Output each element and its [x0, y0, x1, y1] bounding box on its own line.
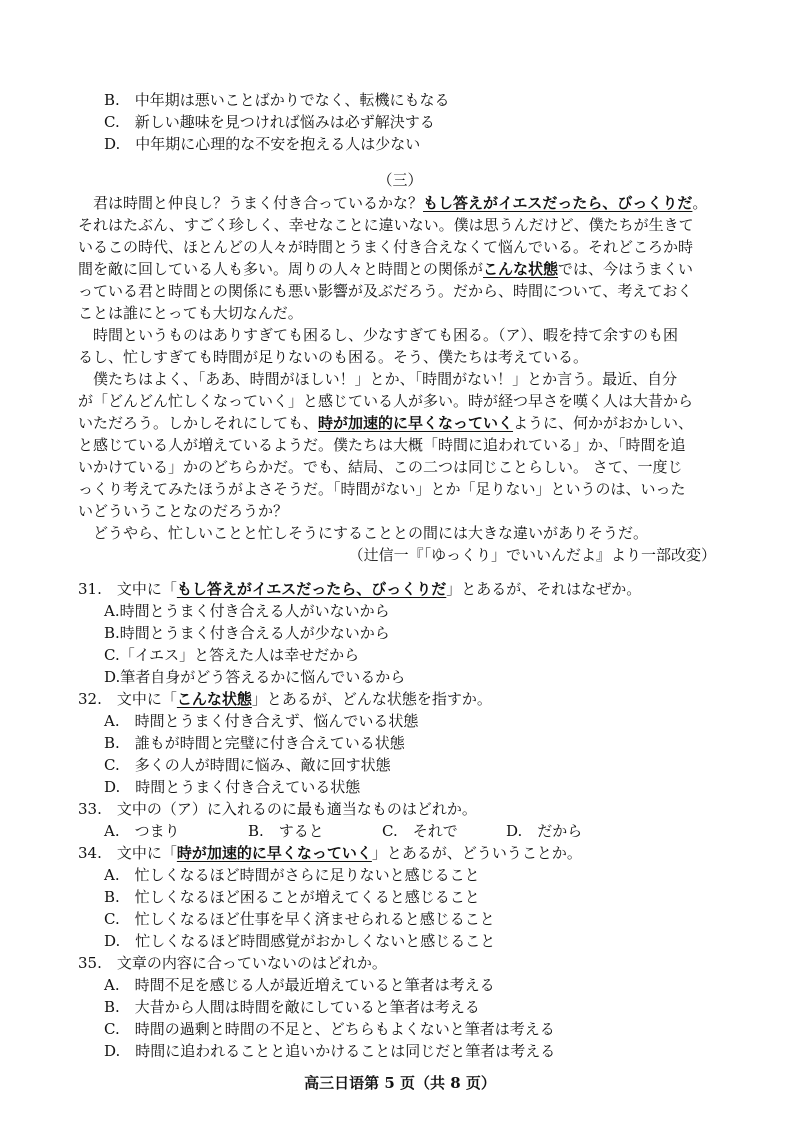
q33-option-a: A. つまり: [104, 822, 180, 840]
passage-source: （辻信一『「ゆっくり」でいいんだよ』より一部改変）: [348, 546, 716, 564]
passage-text: 間を敵に回している人も多い。周りの人々と時間との関係が: [78, 260, 484, 278]
q35-option-c: C. 時間の過剰と時間の不足と、どちらもよくないと筆者は考える: [104, 1020, 555, 1038]
q34-option-a: A. 忙しくなるほど時間がさらに足りないと感じること: [104, 866, 480, 884]
question-text: 32. 文中に「: [78, 690, 177, 708]
passage-line: が「どんどん忙しくなっていく」と感じている人が多い。時が経つ早さを嘆く人は大昔から: [78, 392, 694, 410]
q34-option-d: D. 忙しくなるほど時間感覚がおかしくないと感じること: [104, 932, 496, 950]
passage-line: っている君と時間との関係にも悪い影響が及ぶだろう。だから、時間について、考えておく: [78, 282, 693, 300]
passage-line: [78, 259, 726, 279]
q31-option-a: A.時間とうまく付き合える人がいないから: [104, 602, 390, 620]
question-text: 」とあるが、それはなぜか。: [446, 580, 642, 598]
q31-option-b: B.時間とうまく付き合える人が少ないから: [104, 624, 390, 642]
question-text: 」とあるが、どういうことか。: [371, 844, 582, 862]
underline-phrase-3: 時が加速的に早くなっていく: [318, 414, 514, 432]
passage-text: ように、何かがおかしい、: [513, 414, 694, 432]
question-35: 35. 文章の内容に合っていないのはどれか。: [78, 954, 387, 972]
passage-line: [78, 193, 726, 213]
passage-line: いかけている」かのどちらかだ。でも、結局、この二つは同じことらしい。 さて、一度じ: [78, 458, 683, 476]
q35-option-d: D. 時間に追われることと追いかけることは同じだと筆者は考える: [104, 1042, 556, 1060]
question-underline: こんな状態: [176, 690, 252, 708]
q33-option-c: C. それで: [382, 822, 458, 840]
q33-option-b: B. すると: [248, 822, 324, 840]
passage-line: ことは誰にとっても大切なんだ。: [78, 304, 303, 322]
q35-option-b: B. 大昔から人間は時間を敵にしていると筆者は考える: [104, 998, 480, 1016]
passage-line: どうやら、忙しいことと忙しそうにすることとの間には大きな違いがありそうだ。: [78, 524, 649, 542]
q31-option-c: C.「イエス」と答えた人は幸せだから: [104, 646, 360, 664]
passage-text: いただろう。しかしそれにしても、: [78, 414, 319, 432]
q33-option-d: D. だから: [506, 822, 583, 840]
section-title: （三）: [377, 171, 423, 189]
q34-option-c: C. 忙しくなるほど仕事を早く済ませられると感じること: [104, 910, 495, 928]
prev-option-d: D. 中年期に心理的な不安を抱える人は少ない: [104, 135, 421, 153]
question-text: 31. 文中に「: [78, 580, 177, 598]
q35-option-a: A. 時間不足を感じる人が最近増えていると筆者は考える: [104, 976, 495, 994]
question-text: 34. 文中に「: [78, 844, 177, 862]
question-31: [78, 579, 641, 599]
passage-text: 君は時間と仲良し？うまく付き合っているかな？: [78, 194, 424, 212]
question-underline: もし答えがイエスだったら、びっくりだ: [176, 580, 447, 598]
prev-option-c: C. 新しい趣味を見つければ悩みは必ず解決する: [104, 113, 435, 131]
passage-line: それはたぶん、すごく珍しく、幸せなことに違いない。僕は思うんだけど、僕たちが生きて: [78, 216, 694, 234]
question-underline: 時が加速的に早くなっていく: [176, 844, 372, 862]
q32-option-c: C. 多くの人が時間に悩み、敵に回す状態: [104, 756, 391, 774]
passage-line: 僕たちはよく、「ああ、時間がほしい！」とか、「時間がない！」とか言う。最近、自分: [78, 370, 678, 388]
question-32: [78, 689, 492, 709]
passage-line: っくり考えてみたほうがよさそうだ。「時間がない」とか「足りない」というのは、いった: [78, 480, 686, 498]
passage-line: [78, 413, 726, 433]
passage-line: と感じている人が増えているようだ。僕たちは大概「時間に追われている」か、「時間を追: [78, 436, 686, 454]
question-text: 」とあるが、どんな状態を指すか。: [251, 690, 492, 708]
prev-option-b: B. 中年期は悪いことばかりでなく、転機にもなる: [104, 91, 450, 109]
q32-option-b: B. 誰もが時間と完璧に付き合えている状態: [104, 734, 405, 752]
passage-line: いどういうことなのだろうか？: [78, 502, 289, 520]
underline-phrase-1: もし答えがイエスだったら、びっくりだ: [423, 194, 693, 212]
passage-line: いるこの時代、ほとんどの人々が時間とうまく付き合えなくて悩んでいる。それどころか時: [78, 238, 694, 256]
q32-option-d: D. 時間とうまく付き合えている状態: [104, 778, 361, 796]
question-34: [78, 843, 582, 863]
underline-phrase-2: こんな状態: [483, 260, 559, 278]
question-33: 33. 文中の（ア）に入れるのに最も適当なものはどれか。: [78, 800, 477, 818]
passage-line: 時間というものはありすぎても困るし、少なすぎても困る。（ア）、暇を持て余すのも困: [78, 326, 679, 344]
q31-option-d: D.筆者自身がどう答えるかに悩んでいるから: [104, 668, 406, 686]
passage-text: 。: [692, 194, 708, 212]
passage-line: るし、忙しすぎても時間が足りないのも困る。そう、僕たちは考えている。: [78, 348, 589, 366]
q34-option-b: B. 忙しくなるほど困ることが増えてくると感じること: [104, 888, 480, 906]
page-footer: 高三日语第 5 页（共 8 页）: [304, 1074, 496, 1092]
q32-option-a: A. 時間とうまく付き合えず、悩んでいる状態: [104, 712, 419, 730]
passage-text: では、今はうまくい: [558, 260, 694, 278]
